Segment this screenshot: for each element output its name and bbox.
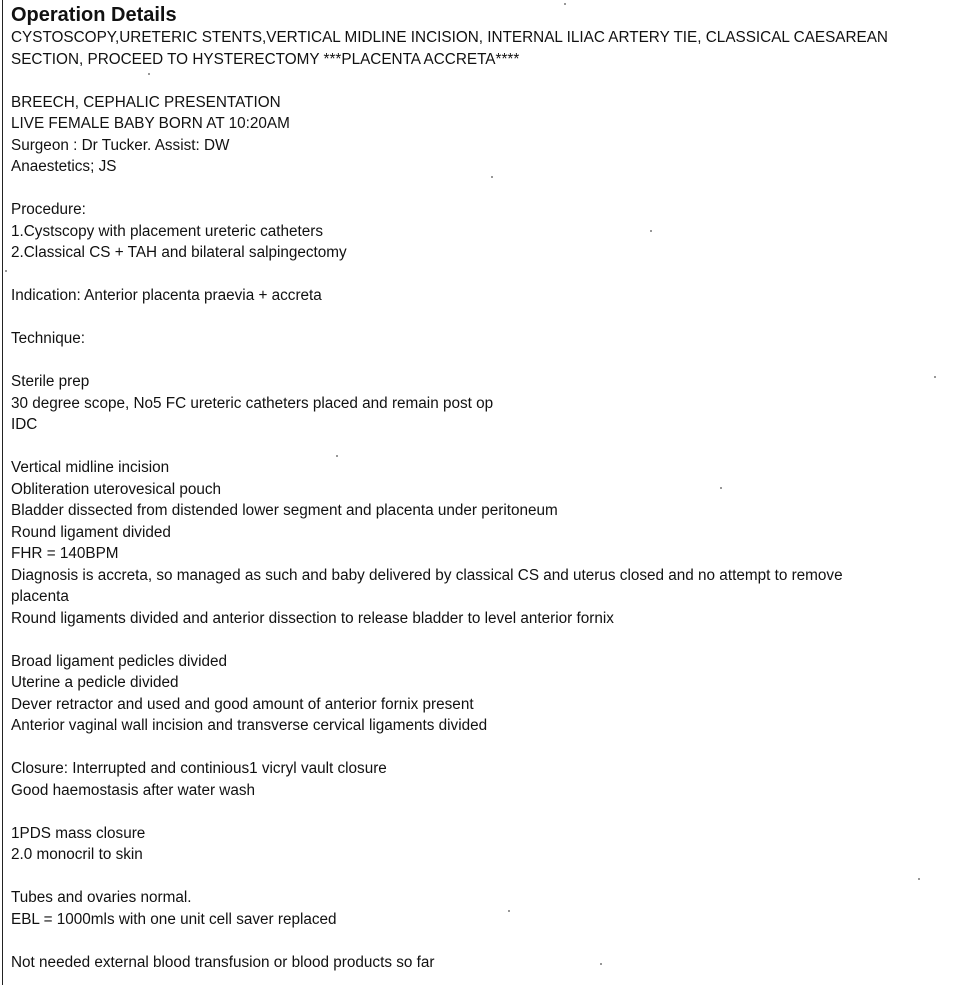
scan-speck — [720, 487, 722, 489]
technique-heading: Technique: — [11, 330, 85, 347]
surgeon-line: Surgeon : Dr Tucker. Assist: DW — [11, 136, 230, 154]
scan-speck — [5, 270, 7, 272]
fhr-line: FHR = 140BPM — [11, 545, 119, 562]
hysterectomy-line: Anterior vaginal wall incision and transverse cervical ligaments divided — [11, 717, 488, 734]
scan-speck — [600, 963, 602, 965]
incision-line: Round ligaments divided and anterior dissection to release bladder to level anterior fornix — [11, 609, 614, 627]
scan-speck — [650, 230, 652, 232]
hysterectomy-section — [11, 651, 974, 737]
scan-speck — [564, 3, 566, 5]
skin-closure-section — [11, 823, 974, 866]
prep-section — [11, 371, 974, 436]
document-title: Operation Details — [11, 4, 177, 26]
presentation-section — [11, 92, 974, 178]
skin-closure-line: 2.0 monocril to skin — [11, 846, 143, 863]
findings-line: Tubes and ovaries normal. — [11, 889, 192, 906]
diagnosis-line-continued: placenta — [11, 588, 69, 605]
prep-line: IDC — [11, 416, 38, 433]
hysterectomy-line: Broad ligament pedicles divided — [11, 652, 227, 670]
transfusion-line: Not needed external blood transfusion or blood products so far — [11, 953, 435, 971]
incision-line: Vertical midline incision — [11, 459, 170, 476]
incision-line: Round ligament divided — [11, 523, 171, 541]
operation-summary — [11, 27, 974, 70]
scan-speck — [918, 878, 920, 880]
incision-line: Obliteration uterovesical pouch — [11, 480, 222, 498]
skin-closure-line: 1PDS mass closure — [11, 824, 146, 842]
anaesthetics-line: Anaestetics; JS — [11, 158, 117, 175]
scan-speck — [148, 73, 150, 75]
findings-section — [11, 887, 974, 930]
birth-line: LIVE FEMALE BABY BORN AT 10:20AM — [11, 115, 290, 132]
scan-speck — [336, 455, 338, 457]
operation-details-document — [11, 3, 974, 973]
closure-line: Closure: Interrupted and continious1 vicryl vault closure — [11, 760, 387, 777]
procedure-item: 1.Cystscopy with placement ureteric catheters — [11, 222, 324, 240]
scan-speck — [491, 176, 493, 178]
procedure-heading: Procedure: — [11, 201, 86, 218]
prep-line: 30 degree scope, No5 FC ureteric catheters placed and remain post op — [11, 394, 494, 412]
left-margin-rule — [2, 0, 3, 985]
procedure-section — [11, 199, 974, 264]
summary-line: SECTION, PROCEED TO HYSTERECTOMY ***PLACENTA ACCRETA**** — [11, 50, 520, 68]
closure-line: Good haemostasis after water wash — [11, 781, 256, 799]
presentation-line: BREECH, CEPHALIC PRESENTATION — [11, 93, 281, 111]
hysterectomy-line: Uterine a pedicle divided — [11, 674, 179, 691]
procedure-item: 2.Classical CS + TAH and bilateral salpingectomy — [11, 244, 347, 261]
scan-speck — [934, 376, 936, 378]
closure-section — [11, 758, 974, 801]
scan-speck — [508, 910, 510, 912]
incision-section — [11, 457, 974, 629]
indication-line: Indication: Anterior placenta praevia + accreta — [11, 287, 322, 304]
hysterectomy-line: Dever retractor and used and good amount of anterior fornix present — [11, 695, 474, 713]
summary-line: CYSTOSCOPY,URETERIC STENTS,VERTICAL MIDLINE INCISION, INTERNAL ILIAC ARTERY TIE, CLASSICAL CAESAREAN — [11, 29, 888, 46]
incision-line: Bladder dissected from distended lower segment and placenta under peritoneum — [11, 502, 558, 519]
ebl-line: EBL = 1000mls with one unit cell saver replaced — [11, 910, 337, 928]
diagnosis-line: Diagnosis is accreta, so managed as such and baby delivered by classical CS and uterus closed and no attempt to remove — [11, 566, 843, 584]
prep-line: Sterile prep — [11, 373, 90, 390]
